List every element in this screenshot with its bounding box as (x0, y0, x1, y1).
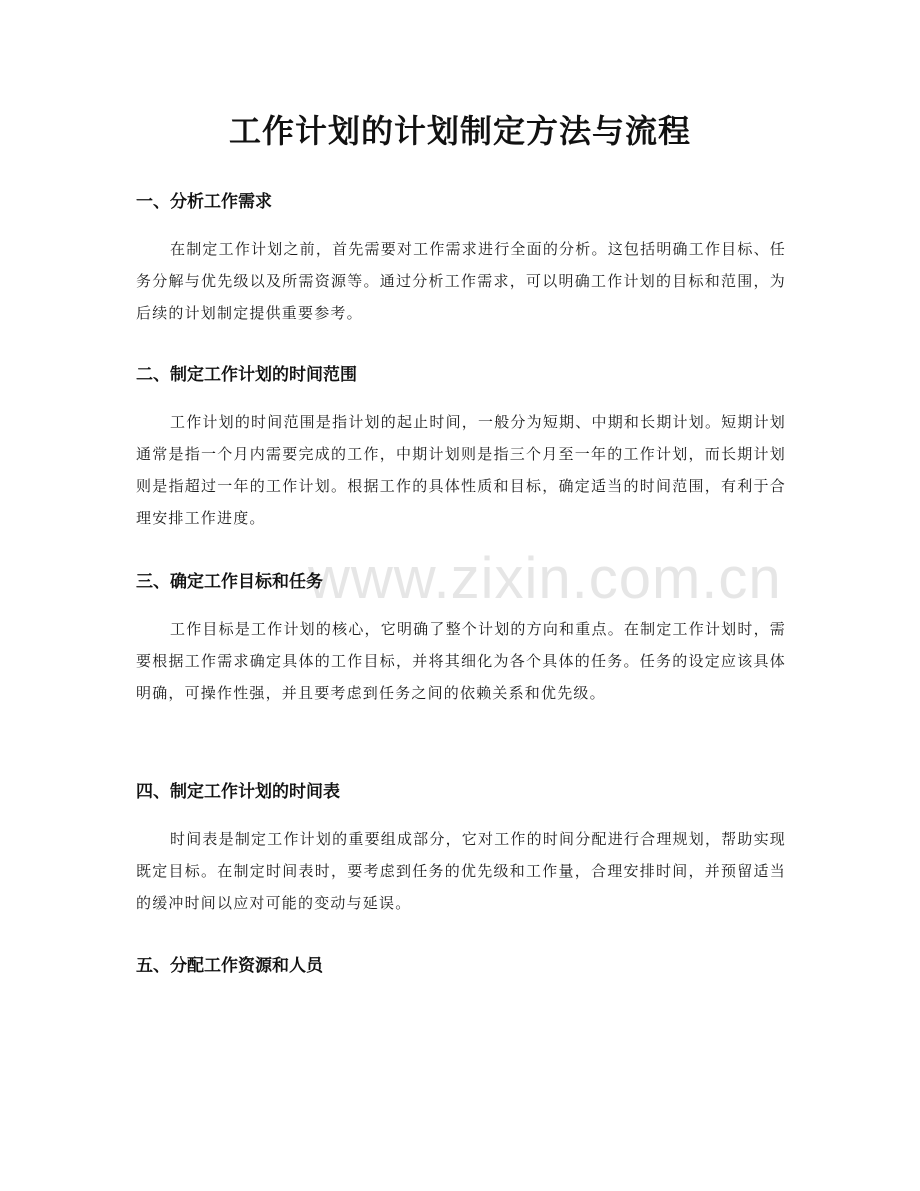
section-paragraph: 时间表是制定工作计划的重要组成部分，它对工作的时间分配进行合理规划，帮助实现既定目标。在制定时间表时，要考虑到任务的优先级和工作量，合理安排时间，并预留适当的缓冲时间以应对可能的变动与延误。 (136, 830, 786, 912)
section-heading: 四、制定工作计划的时间表 (136, 782, 340, 802)
section-resources-staff (136, 953, 786, 979)
section-heading: 三、确定工作目标和任务 (136, 572, 323, 592)
section-heading: 二、制定工作计划的时间范围 (136, 365, 357, 385)
section-analyze-requirements (136, 189, 786, 329)
section-heading: 五、分配工作资源和人员 (136, 956, 323, 976)
section-heading: 一、分析工作需求 (136, 192, 272, 212)
section-paragraph: 工作目标是工作计划的核心，它明确了整个计划的方向和重点。在制定工作计划时，需要根据工作需求确定具体的工作目标，并将其细化为各个具体的任务。任务的设定应该具体明确，可操作性强，并且要考虑到任务之间的依赖关系和优先级。 (136, 620, 786, 702)
document-title: 工作计划的计划制定方法与流程 (228, 112, 691, 150)
section-paragraph: 工作计划的时间范围是指计划的起止时间，一般分为短期、中期和长期计划。短期计划通常是指一个月内需要完成的工作，中期计划则是指三个月至一年的工作计划，而长期计划则是指超过一年的工作计划。根据工作的具体性质和目标，确定适当的时间范围，有利于合理安排工作进度。 (136, 413, 786, 527)
section-paragraph: 在制定工作计划之前，首先需要对工作需求进行全面的分析。这包括明确工作目标、任务分解与优先级以及所需资源等。通过分析工作需求，可以明确工作计划的目标和范围，为后续的计划制定提供重要参考。 (136, 240, 786, 322)
section-time-range (136, 362, 786, 534)
section-goals-tasks (136, 569, 786, 709)
watermark: www.zixin.com.cn (308, 546, 782, 611)
section-timetable (136, 779, 786, 919)
